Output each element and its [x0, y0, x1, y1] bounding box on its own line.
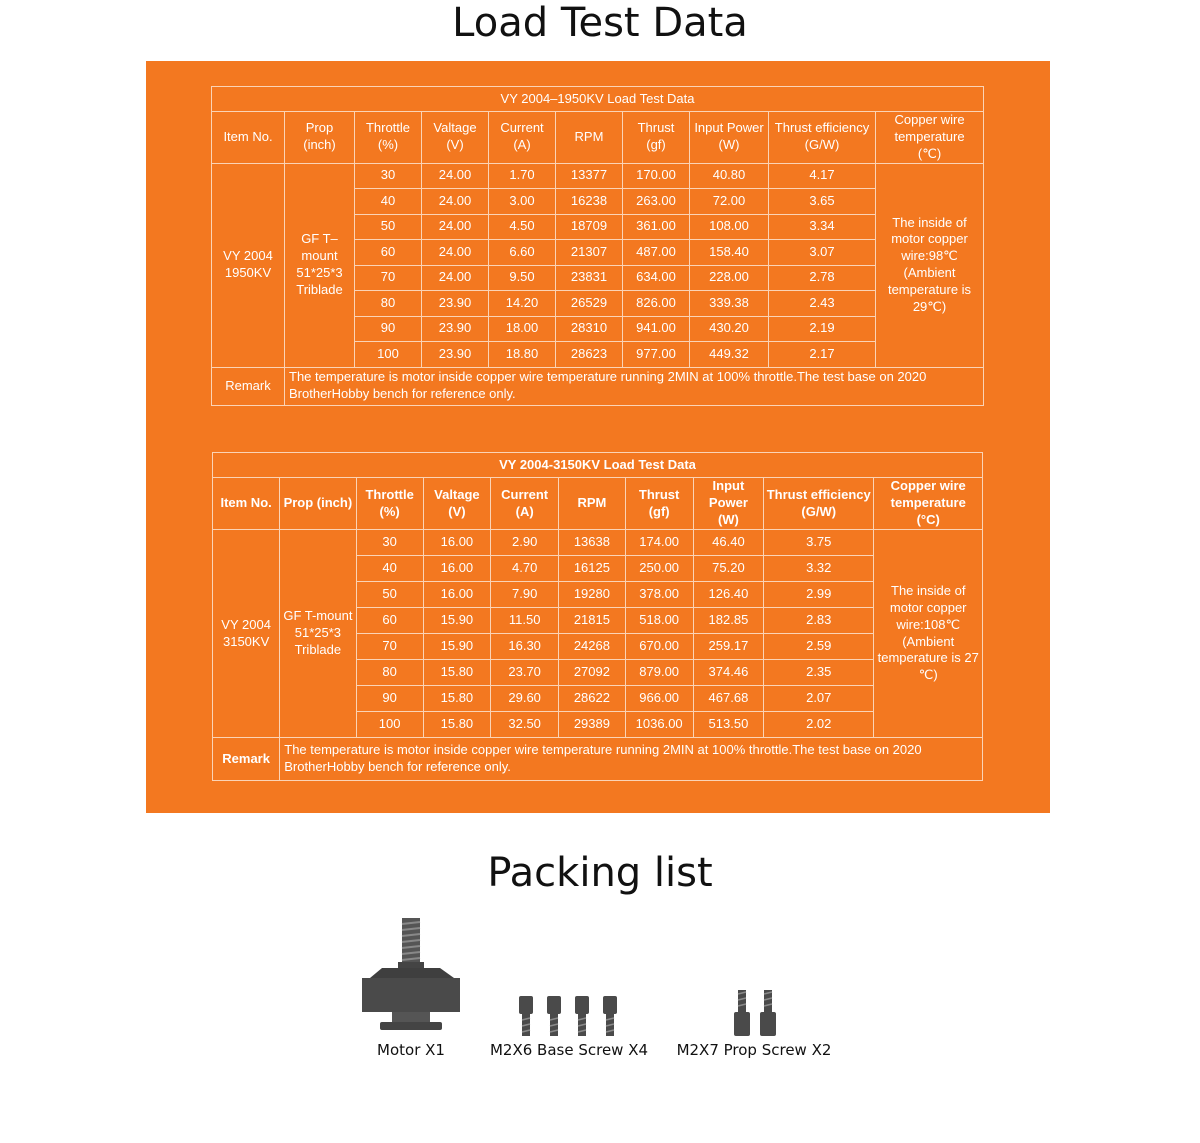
column-header: Copper wire temperature (℃)	[876, 112, 984, 164]
data-cell: 9.50	[489, 265, 556, 291]
data-cell: 449.32	[690, 342, 769, 368]
data-cell: 23.90	[422, 291, 489, 317]
data-cell: 263.00	[623, 189, 690, 215]
data-cell: 46.40	[693, 530, 763, 556]
column-header: Thrust (gf)	[625, 478, 693, 530]
data-cell: 26529	[556, 291, 623, 317]
column-header: Item No.	[213, 478, 280, 530]
data-cell: 23831	[556, 265, 623, 291]
data-cell: 15.90	[423, 608, 490, 634]
column-header: RPM	[559, 478, 625, 530]
data-cell: 30	[355, 163, 422, 189]
data-cell: 40	[355, 189, 422, 215]
data-cell: 100	[355, 342, 422, 368]
data-cell: 378.00	[625, 582, 693, 608]
data-cell: 50	[355, 214, 422, 240]
data-cell: 2.78	[769, 265, 876, 291]
data-cell: 72.00	[690, 189, 769, 215]
data-cell: 15.90	[423, 634, 490, 660]
data-cell: 4.17	[769, 163, 876, 189]
table-title: VY 2004–1950KV Load Test Data	[212, 87, 984, 112]
data-cell: 24.00	[422, 214, 489, 240]
data-cell: 29389	[559, 712, 625, 738]
data-cell: 24268	[559, 634, 625, 660]
column-header: RPM	[556, 112, 623, 164]
column-header: Thrust efficiency (G/W)	[769, 112, 876, 164]
data-cell: 40.80	[690, 163, 769, 189]
column-header: Throttle (%)	[355, 112, 422, 164]
data-cell: 4.50	[489, 214, 556, 240]
data-cell: 30	[356, 530, 423, 556]
remark-text: The temperature is motor inside copper wire temperature running 2MIN at 100% throttle.The test base on 2020 BrotherHobby bench for reference only.	[280, 738, 983, 781]
data-cell: 126.40	[693, 582, 763, 608]
data-cell: 250.00	[625, 556, 693, 582]
data-cell: 70	[355, 265, 422, 291]
data-cell: 518.00	[625, 608, 693, 634]
data-cell: 32.50	[491, 712, 559, 738]
column-header: Thrust (gf)	[623, 112, 690, 164]
data-cell: 50	[356, 582, 423, 608]
table-title: VY 2004-3150KV Load Test Data	[213, 453, 983, 478]
column-header: Copper wire temperature (°C)	[874, 478, 983, 530]
data-cell: 16125	[559, 556, 625, 582]
table-header-row	[212, 112, 984, 164]
data-cell: 80	[356, 660, 423, 686]
data-cell: 23.90	[422, 342, 489, 368]
packing-label-prop-screw: M2X7 Prop Screw X2	[676, 1041, 832, 1059]
data-cell: 6.60	[489, 240, 556, 266]
column-header: Input Power (W)	[690, 112, 769, 164]
data-cell: 430.20	[690, 316, 769, 342]
data-cell: 361.00	[623, 214, 690, 240]
column-header: Current (A)	[491, 478, 559, 530]
data-cell: 339.38	[690, 291, 769, 317]
data-cell: 100	[356, 712, 423, 738]
data-cell: 4.70	[491, 556, 559, 582]
data-cell: 513.50	[693, 712, 763, 738]
data-cell: 259.17	[693, 634, 763, 660]
column-header: Item No.	[212, 112, 285, 164]
data-cell: 3.75	[764, 530, 874, 556]
column-header: Prop (inch)	[280, 478, 356, 530]
data-cell: 70	[356, 634, 423, 660]
base-screw-icon	[517, 996, 621, 1038]
data-cell: 18.00	[489, 316, 556, 342]
data-cell: 21815	[559, 608, 625, 634]
load-test-heading: Load Test Data	[452, 0, 748, 46]
data-cell: 18709	[556, 214, 623, 240]
data-cell: 75.20	[693, 556, 763, 582]
copper-temperature-note: The inside of motor copper wire:108℃ (Ambient temperature is 27 ℃)	[874, 530, 983, 738]
remark-row	[212, 367, 984, 405]
prop-screw-icon	[732, 990, 778, 1038]
data-cell: 18.80	[489, 342, 556, 368]
data-cell: 2.35	[764, 660, 874, 686]
data-cell: 3.07	[769, 240, 876, 266]
data-cell: 24.00	[422, 163, 489, 189]
data-cell: 966.00	[625, 686, 693, 712]
data-cell: 90	[355, 316, 422, 342]
load-test-table-1950kv	[211, 86, 984, 406]
remark-row	[213, 738, 983, 781]
load-test-panel	[146, 61, 1050, 813]
data-cell: 941.00	[623, 316, 690, 342]
data-cell: 1.70	[489, 163, 556, 189]
data-cell: 2.90	[491, 530, 559, 556]
data-cell: 13377	[556, 163, 623, 189]
data-cell: 467.68	[693, 686, 763, 712]
data-cell: 24.00	[422, 265, 489, 291]
data-cell: 60	[355, 240, 422, 266]
item-no-cell: VY 2004 3150KV	[213, 530, 280, 738]
data-cell: 1036.00	[625, 712, 693, 738]
data-cell: 158.40	[690, 240, 769, 266]
packing-label-motor: Motor X1	[377, 1041, 445, 1059]
prop-cell: GF T-mount 51*25*3 Triblade	[280, 530, 356, 738]
data-cell: 80	[355, 291, 422, 317]
data-cell: 16.00	[423, 582, 490, 608]
column-header: Prop (inch)	[285, 112, 355, 164]
table-row	[212, 163, 984, 189]
data-cell: 21307	[556, 240, 623, 266]
data-cell: 23.70	[491, 660, 559, 686]
data-cell: 2.43	[769, 291, 876, 317]
remark-label: Remark	[213, 738, 280, 781]
column-header: Current (A)	[489, 112, 556, 164]
data-cell: 634.00	[623, 265, 690, 291]
data-cell: 2.99	[764, 582, 874, 608]
table-row	[213, 530, 983, 556]
remark-label: Remark	[212, 367, 285, 405]
data-cell: 2.02	[764, 712, 874, 738]
data-cell: 24.00	[422, 240, 489, 266]
data-cell: 60	[356, 608, 423, 634]
data-cell: 170.00	[623, 163, 690, 189]
data-cell: 27092	[559, 660, 625, 686]
copper-temperature-note: The inside of motor copper wire:98℃ (Ambient temperature is 29℃)	[876, 163, 984, 367]
data-cell: 3.00	[489, 189, 556, 215]
data-cell: 2.17	[769, 342, 876, 368]
data-cell: 16.00	[423, 530, 490, 556]
table-title-row	[212, 87, 984, 112]
data-cell: 826.00	[623, 291, 690, 317]
data-cell: 13638	[559, 530, 625, 556]
data-cell: 16.30	[491, 634, 559, 660]
data-cell: 28622	[559, 686, 625, 712]
item-no-cell: VY 2004 1950KV	[212, 163, 285, 367]
packing-label-base-screw: M2X6 Base Screw X4	[489, 1041, 649, 1059]
data-cell: 487.00	[623, 240, 690, 266]
data-cell: 11.50	[491, 608, 559, 634]
data-cell: 14.20	[489, 291, 556, 317]
data-cell: 19280	[559, 582, 625, 608]
data-cell: 23.90	[422, 316, 489, 342]
data-cell: 977.00	[623, 342, 690, 368]
column-header: Thrust efficiency (G/W)	[764, 478, 874, 530]
data-cell: 2.07	[764, 686, 874, 712]
data-cell: 40	[356, 556, 423, 582]
data-cell: 3.34	[769, 214, 876, 240]
data-cell: 15.80	[423, 660, 490, 686]
data-cell: 29.60	[491, 686, 559, 712]
data-cell: 2.83	[764, 608, 874, 634]
data-cell: 3.65	[769, 189, 876, 215]
remark-text: The temperature is motor inside copper wire temperature running 2MIN at 100% throttle.The test base on 2020 BrotherHobby bench for reference only.	[285, 367, 984, 405]
column-header: Input Power (W)	[693, 478, 763, 530]
data-cell: 28623	[556, 342, 623, 368]
data-cell: 670.00	[625, 634, 693, 660]
data-cell: 2.19	[769, 316, 876, 342]
table-title-row	[213, 453, 983, 478]
data-cell: 16.00	[423, 556, 490, 582]
data-cell: 374.46	[693, 660, 763, 686]
motor-icon	[362, 910, 460, 1036]
data-cell: 3.32	[764, 556, 874, 582]
table-header-row	[213, 478, 983, 530]
data-cell: 108.00	[690, 214, 769, 240]
data-cell: 879.00	[625, 660, 693, 686]
data-cell: 28310	[556, 316, 623, 342]
data-cell: 2.59	[764, 634, 874, 660]
data-cell: 174.00	[625, 530, 693, 556]
data-cell: 15.80	[423, 686, 490, 712]
data-cell: 228.00	[690, 265, 769, 291]
packing-list-heading: Packing list	[487, 850, 713, 896]
load-test-table-3150kv	[212, 452, 983, 781]
column-header: Valtage (V)	[423, 478, 490, 530]
data-cell: 24.00	[422, 189, 489, 215]
column-header: Throttle (%)	[356, 478, 423, 530]
data-cell: 15.80	[423, 712, 490, 738]
data-cell: 7.90	[491, 582, 559, 608]
data-cell: 90	[356, 686, 423, 712]
data-cell: 182.85	[693, 608, 763, 634]
data-cell: 16238	[556, 189, 623, 215]
prop-cell: GF T– mount 51*25*3 Triblade	[285, 163, 355, 367]
column-header: Valtage (V)	[422, 112, 489, 164]
